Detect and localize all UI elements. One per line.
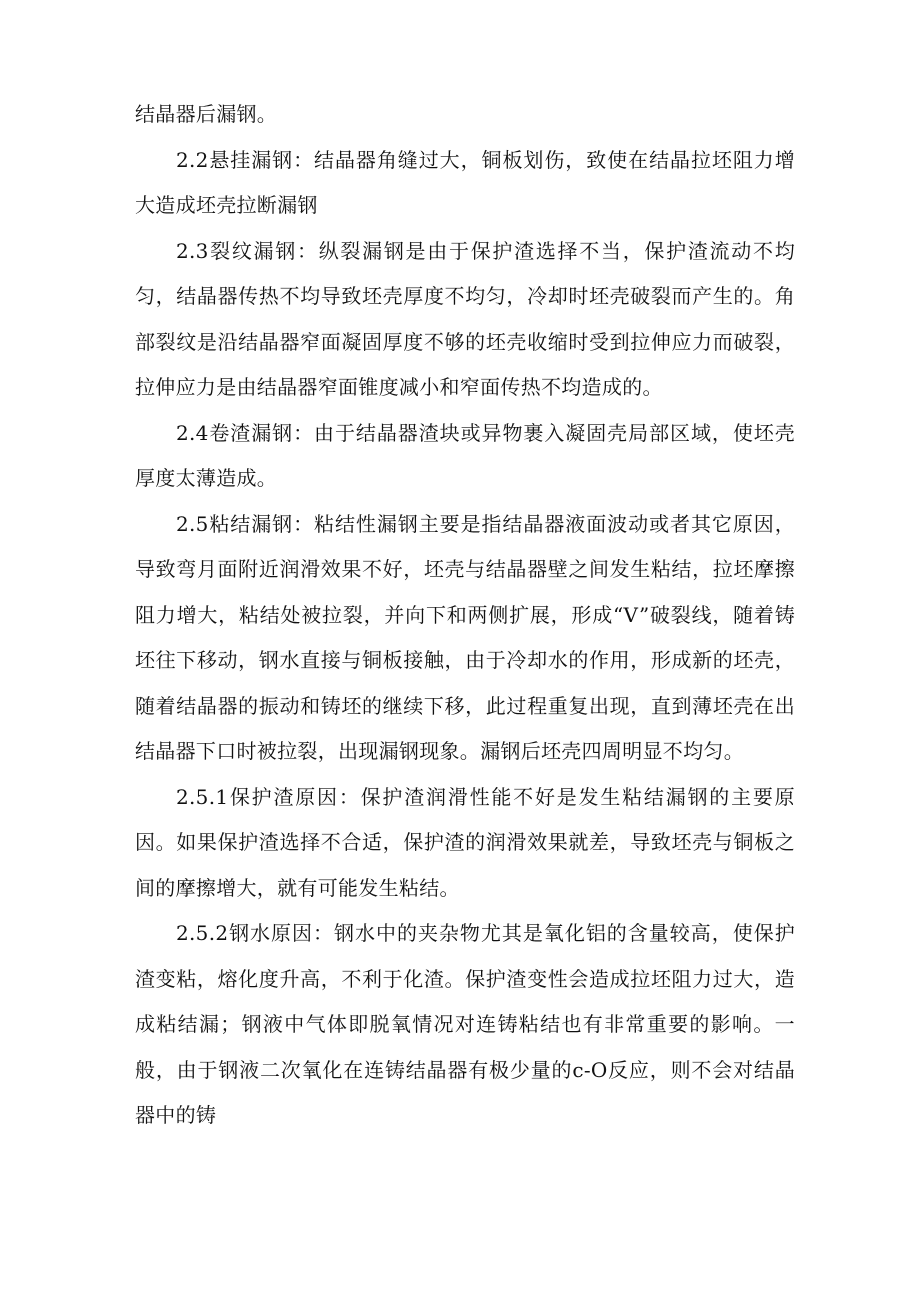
paragraph-mold-flux-cause: 2.5.1保护渣原因：保护渣润滑性能不好是发生粘结漏钢的主要原因。如果保护渣选择不合适，保护渣的润滑效果就差，导致坯壳与铜板之间的摩擦增大，就有可能发生粘结。 [135,784,795,900]
document-body [135,92,795,1139]
paragraph-sticking-breakout: 2.5粘结漏钢：粘结性漏钢主要是指结晶器液面波动或者其它原因，导致弯月面附近润滑效果不好，坯壳与结晶器壁之间发生粘结，拉坯摩擦阻力增大，粘结处被拉裂，并向下和两侧扩展，形成“V”破裂线，随着铸坯往下移动，钢水直接与铜板接触，由于冷却水的作用，形成新的坯壳，随着结晶器的振动和铸坯的继续下移，此过程重复出现，直到薄坯壳在出结晶器下口时被拉裂，出现漏钢现象。漏钢后坯壳四周明显不均匀。 [135,511,795,763]
paragraph-continuation: 结晶器后漏钢。 [135,102,278,126]
paragraph-molten-steel-cause: 2.5.2钢水原因：钢水中的夹杂物尤其是氧化铝的含量较高，使保护渣变粘，熔化度升高，不利于化渣。保护渣变性会造成拉坯阻力过大，造成粘结漏；钢液中气体即脱氧情况对连铸粘结也有非常重要的影响。一般，由于钢液二次氧化在连铸结晶器有极少量的c-O反应，则不会对结晶器中的铸 [135,921,795,1127]
paragraph-crack-breakout: 2.3裂纹漏钢：纵裂漏钢是由于保护渣选择不当，保护渣流动不均匀，结晶器传热不均导致坯壳厚度不均匀，冷却时坯壳破裂而产生的。角部裂纹是沿结晶器窄面凝固厚度不够的坯壳收缩时受到拉伸应力而破裂，拉伸应力是由结晶器窄面锥度减小和窄面传热不均造成的。 [135,238,795,399]
paragraph-slag-entrapment-breakout: 2.4卷渣漏钢：由于结晶器渣块或异物裹入凝固壳局部区域，使坯壳厚度太薄造成。 [135,420,795,490]
paragraph-hanging-breakout: 2.2悬挂漏钢：结晶器角缝过大，铜板划伤，致使在结晶拉坯阻力增大造成坯壳拉断漏钢 [135,147,795,217]
